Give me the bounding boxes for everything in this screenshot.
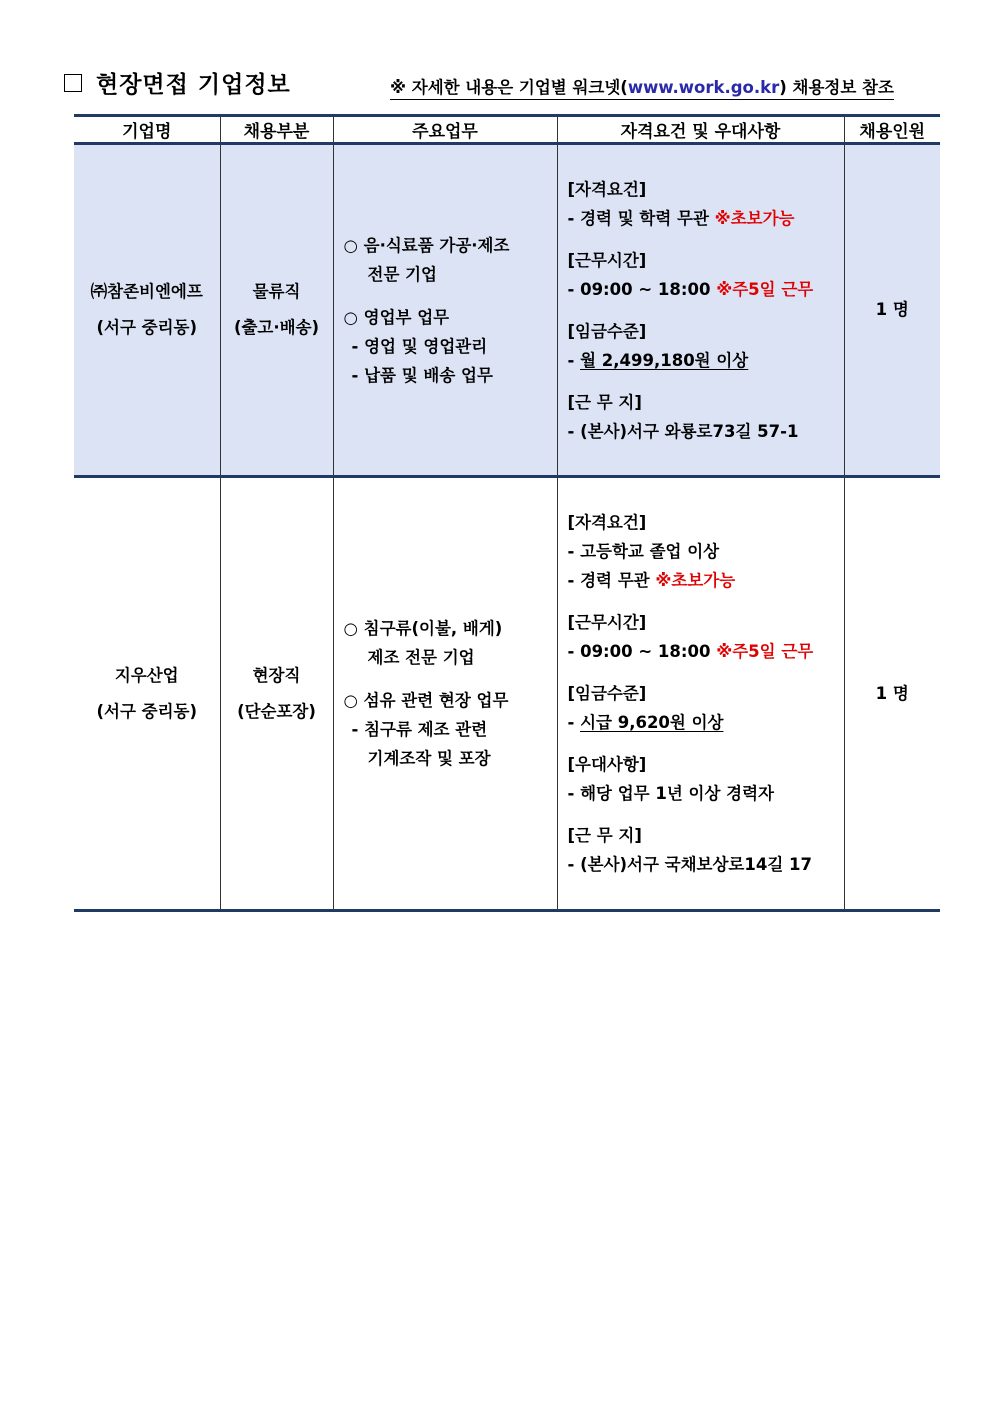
hours-title: [근무시간] (567, 613, 647, 632)
checkbox-icon (64, 74, 82, 92)
duty-bullet-1: ○ 침구류(이불, 배게) (343, 619, 503, 638)
duties-cell (333, 477, 557, 911)
requirements-cell (557, 144, 844, 477)
qual-line (568, 204, 844, 233)
qual-text-2: - 경력 무관 (567, 571, 656, 590)
duty-sub-1: - 침구류 제조 관련 (351, 720, 488, 739)
requirements-cell (557, 477, 844, 911)
qual-line-2 (568, 566, 844, 595)
header-position: 채용부분 (220, 116, 333, 144)
wage-line (568, 346, 844, 375)
duty-bullet-1-cont: 전문 기업 (367, 264, 438, 284)
qual-title: [자격요건] (567, 179, 647, 199)
note-prefix: ※ 자세한 내용은 기업별 워크넷( (390, 78, 628, 97)
header-headcount: 채용인원 (844, 116, 940, 144)
note-suffix: ) 채용정보 참조 (779, 78, 894, 97)
company-name: 지우산업 (114, 665, 179, 685)
position-cell (220, 144, 333, 477)
position-detail: (출고·배송) (233, 318, 320, 337)
company-info-table (74, 114, 940, 912)
headcount-cell: 1 명 (844, 477, 940, 911)
header-requirements: 자격요건 및 우대사항 (557, 116, 844, 144)
wage-value: 시급 9,620원 이상 (580, 713, 724, 732)
duty-bullet-1: ○ 음·식료품 가공·제조 (343, 235, 510, 255)
qual-note: ※초보가능 (714, 208, 795, 228)
position-detail: (단순포장) (237, 701, 316, 721)
table-row (74, 144, 940, 477)
hours-text: - 09:00 ~ 18:00 (567, 642, 717, 661)
duty-sub-2: 기계조작 및 포장 (367, 749, 491, 768)
duty-bullet-1-cont: 제조 전문 기업 (367, 648, 475, 667)
duty-sub-1: - 영업 및 영업관리 (351, 336, 488, 356)
company-location: (서구 중리동) (96, 318, 198, 337)
page-title: 현장면접 기업정보 (96, 72, 291, 98)
pref-value: - 해당 업무 1년 이상 경력자 (567, 784, 774, 803)
wage-value: 월 2,499,180원 이상 (580, 350, 749, 370)
hours-line (568, 275, 844, 304)
qual-title: [자격요건] (567, 513, 647, 532)
qual-text-1: - 고등학교 졸업 이상 (567, 542, 720, 561)
company-cell (74, 477, 220, 911)
qual-note: ※초보가능 (655, 571, 736, 590)
position-name: 물류직 (252, 282, 301, 301)
wage-prefix: - (567, 350, 581, 370)
duty-bullet-2: ○ 섬유 관련 현장 업무 (343, 691, 509, 710)
duties-cell (333, 144, 557, 477)
company-location: (서구 중리동) (96, 701, 198, 721)
place-value: - (본사)서구 와룡로73길 57-1 (567, 421, 799, 441)
duty-sub-2: - 납품 및 배송 업무 (351, 365, 493, 385)
wage-title: [임금수준] (567, 684, 647, 703)
header-company: 기업명 (74, 116, 220, 144)
header-duties: 주요업무 (333, 116, 557, 144)
duty-bullet-2: ○ 영업부 업무 (343, 307, 450, 327)
wage-title: [임금수준] (567, 321, 647, 341)
hours-line (568, 637, 844, 666)
page-heading (64, 66, 291, 99)
qual-text: - 경력 및 학력 무관 (567, 208, 715, 228)
pref-title: [우대사항] (567, 755, 647, 774)
hours-text: - 09:00 ~ 18:00 (567, 279, 717, 299)
wage-prefix: - (567, 713, 581, 732)
wage-line (568, 708, 844, 737)
company-name: ㈜참존비엔에프 (90, 282, 203, 301)
company-cell (74, 144, 220, 477)
reference-note (390, 74, 894, 100)
place-value: - (본사)서구 국채보상로14길 17 (567, 855, 812, 874)
hours-note: ※주5일 근무 (716, 279, 814, 299)
hours-title: [근무시간] (567, 250, 647, 270)
table-row (74, 477, 940, 911)
table-header-row (74, 116, 940, 144)
worknet-link[interactable]: www.work.go.kr (627, 78, 780, 97)
headcount-cell: 1 명 (844, 144, 940, 477)
position-name: 현장직 (252, 665, 301, 685)
position-cell (220, 477, 333, 911)
place-title: [근 무 지] (567, 392, 642, 412)
place-title: [근 무 지] (567, 826, 642, 845)
hours-note: ※주5일 근무 (716, 642, 814, 661)
